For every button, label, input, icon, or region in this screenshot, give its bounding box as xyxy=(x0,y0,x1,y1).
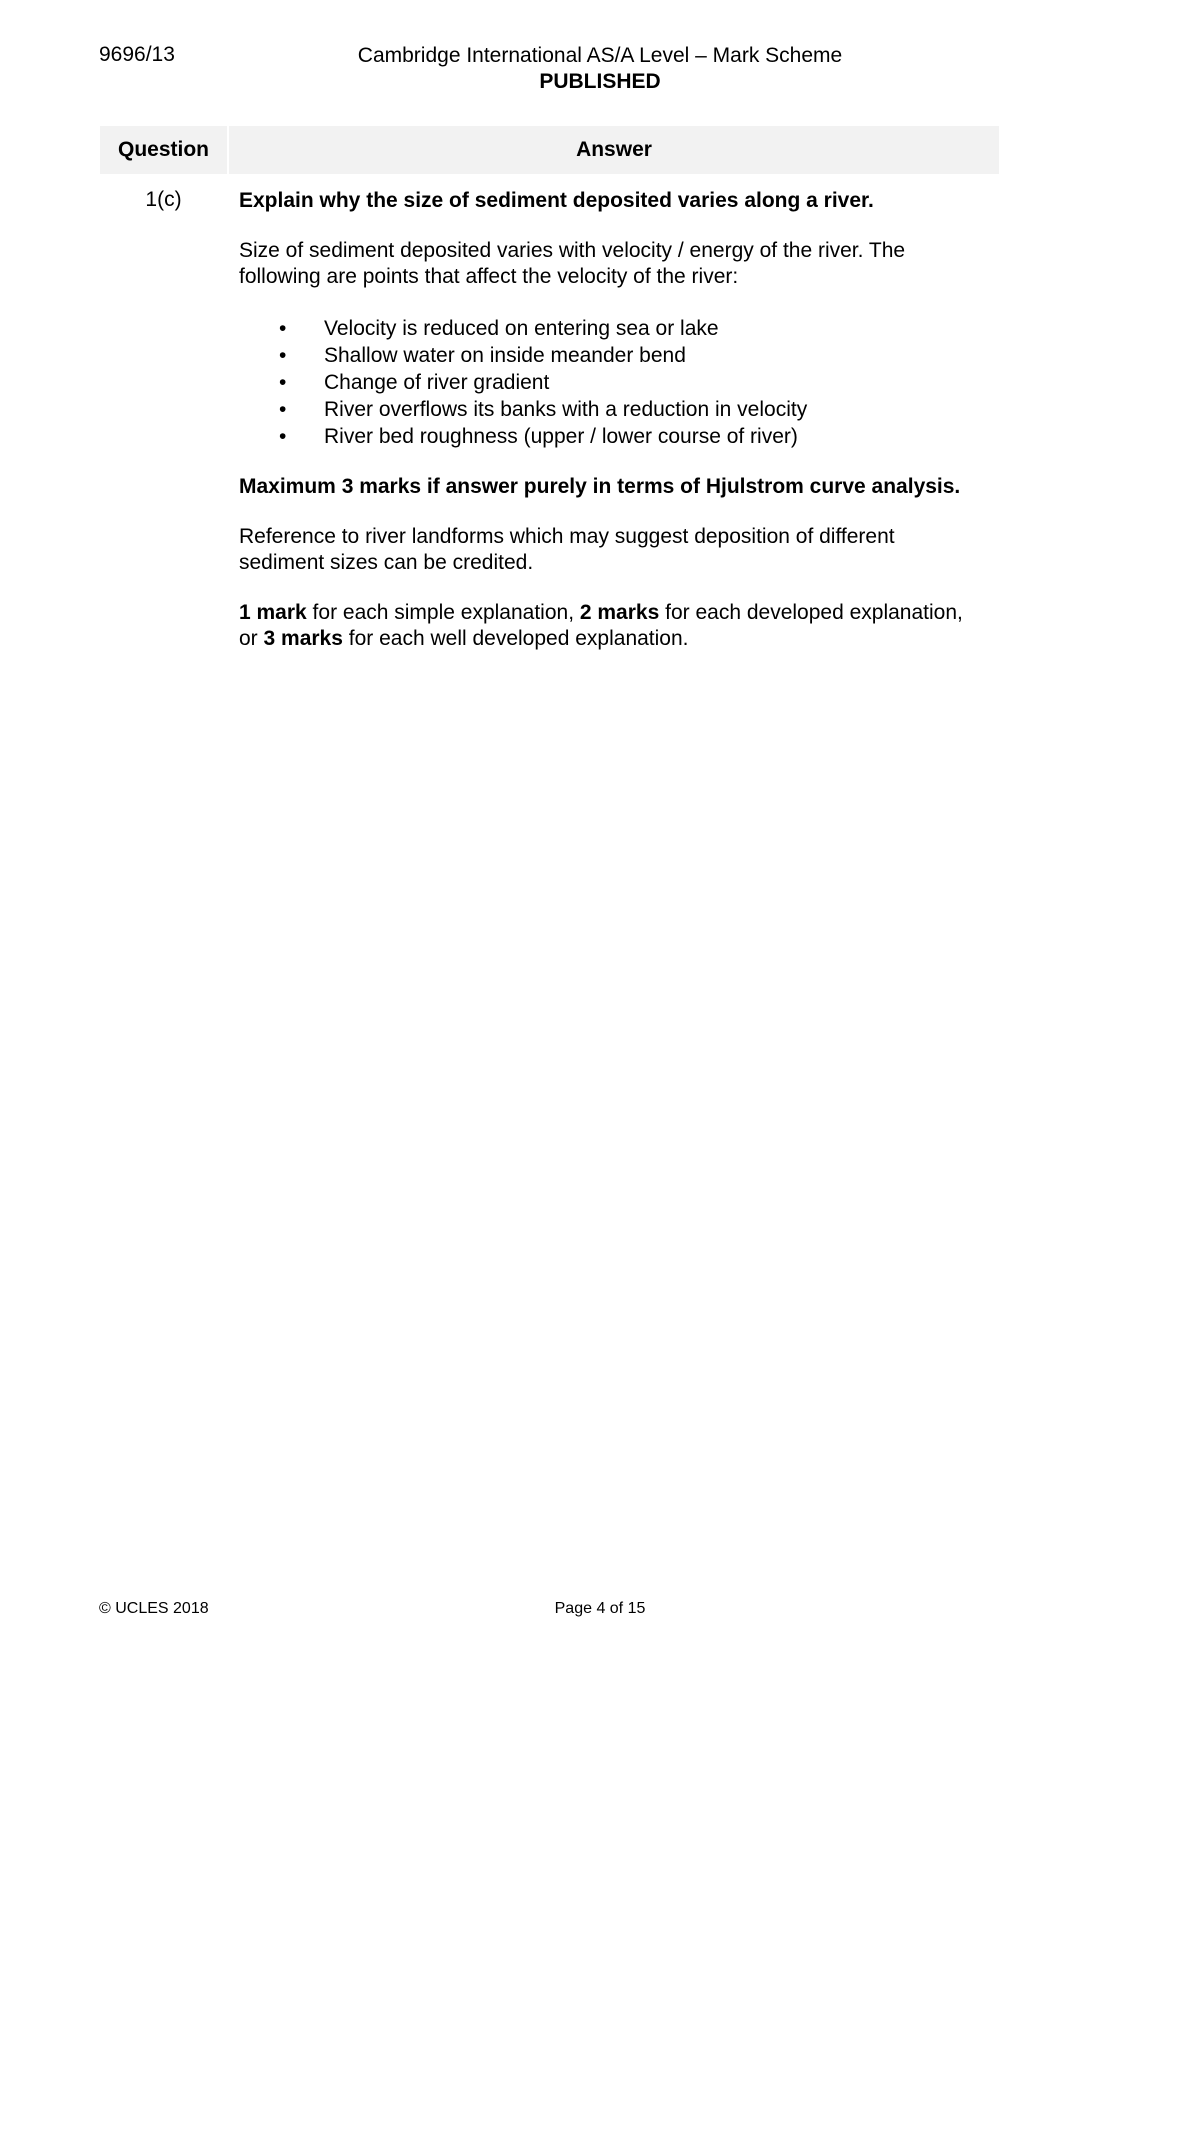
list-item: • Change of river gradient xyxy=(279,371,550,394)
header-title-block xyxy=(300,43,900,95)
published-label: PUBLISHED xyxy=(539,70,661,93)
header-code: 9696/13 xyxy=(99,43,175,66)
header-cell-answer: Answer xyxy=(229,126,999,174)
velocity-points-list xyxy=(239,315,979,450)
list-item: • Shallow water on inside meander bend xyxy=(279,344,686,367)
answer-intro: Size of sediment deposited varies with velocity / energy of the river. The following are points that affect the velocity of the river: xyxy=(239,239,906,288)
landforms-note: Reference to river landforms which may suggest deposition of different sediment sizes can be credited. xyxy=(239,525,895,574)
list-item: • River overflows its banks with a reduction in velocity xyxy=(279,398,808,421)
document-title: Cambridge International AS/A Level – Mark Scheme xyxy=(357,44,843,67)
marks-guidance: 1 mark for each simple explanation, 2 marks for each developed explanation, or 3 marks for each well developed explanation. xyxy=(239,601,963,650)
list-item: • River bed roughness (upper / lower course of river) xyxy=(279,425,798,448)
footer-page-number: Page 4 of 15 xyxy=(554,1600,646,1617)
question-number: 1(c) xyxy=(145,188,182,211)
answer-cell xyxy=(239,188,979,652)
footer-copyright: © UCLES 2018 xyxy=(99,1600,209,1617)
maximum-marks-note: Maximum 3 marks if answer purely in terms of Hjulstrom curve analysis. xyxy=(239,475,961,498)
question-prompt: Explain why the size of sediment deposited varies along a river. xyxy=(239,189,874,212)
header-cell-question: Question xyxy=(100,126,227,174)
list-item: • Velocity is reduced on entering sea or lake xyxy=(279,317,719,340)
